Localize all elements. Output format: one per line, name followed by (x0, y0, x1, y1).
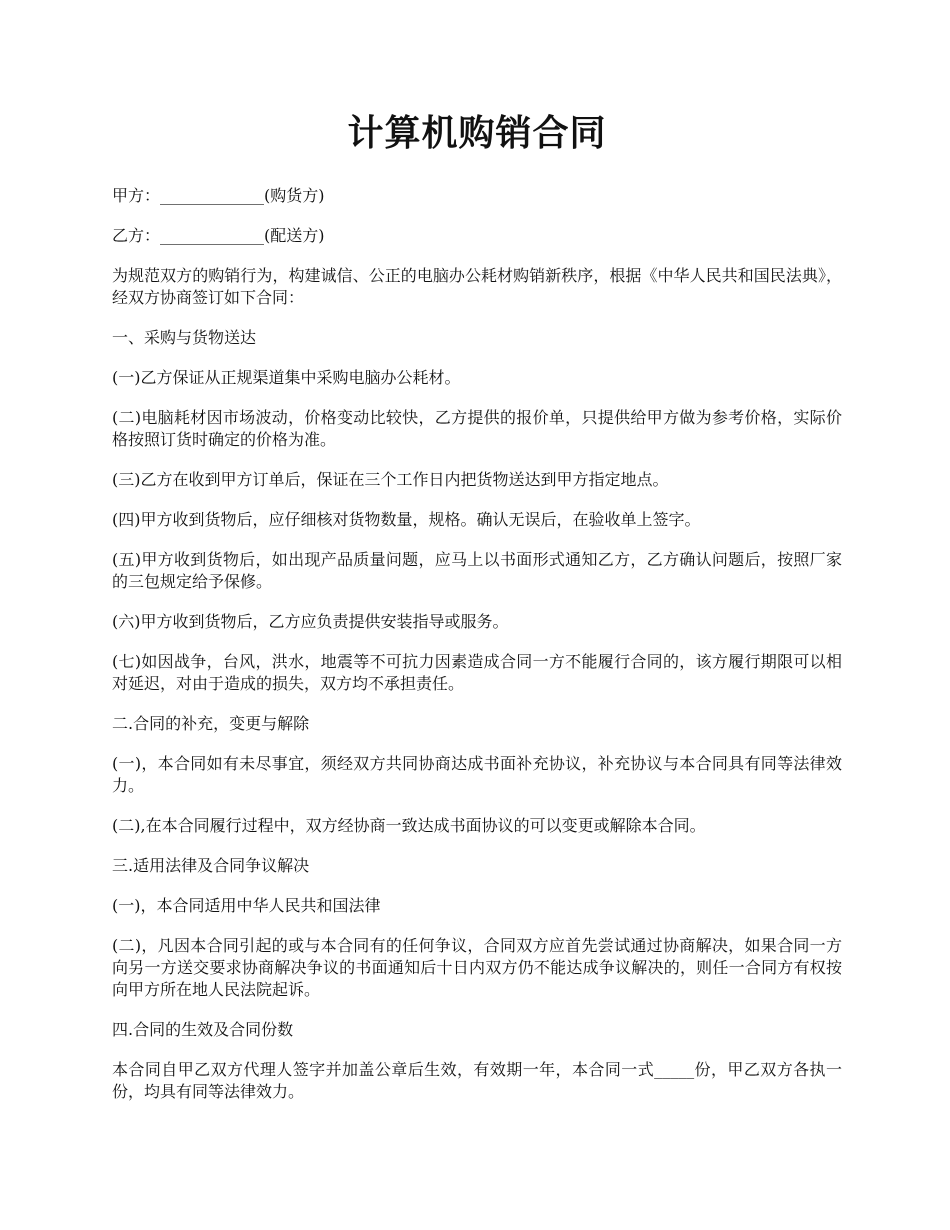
section-heading-1: 一、采购与货物送达 (112, 328, 257, 348)
clause-paragraph: (一)，本合同适用中华人民共和国法律 (112, 896, 381, 916)
clause-paragraph: (五)甲方收到货物后，如出现产品质量问题，应马上以书面形式通知乙方，乙方确认问题后，按照厂家的三包规定给予保修。 (112, 550, 842, 592)
document-title: 计算机购销合同 (347, 112, 607, 154)
preamble-paragraph: 为规范双方的购销行为，构建诚信、公正的电脑办公耗材购销新秩序，根据《中华人民共和国民法典》，经双方协商签订如下合同： (112, 266, 842, 308)
clause-paragraph: (三)乙方在收到甲方订单后，保证在三个工作日内把货物送达到甲方指定地点。 (112, 470, 669, 490)
clause-paragraph: (一)，本合同如有未尽事宜，须经双方共同协商达成书面补充协议，补充协议与本合同具有同等法律效力。 (112, 754, 842, 796)
section-heading-2: 二.合同的补充，变更与解除 (112, 714, 310, 734)
section-heading-4: 四.合同的生效及合同份数 (112, 1020, 294, 1040)
clause-paragraph: (六)甲方收到货物后，乙方应负责提供安装指导或服务。 (112, 612, 509, 632)
clause-paragraph: (七)如因战争，台风，洪水，地震等不可抗力因素造成合同一方不能履行合同的，该方履行期限可以相对延迟，对由于造成的损失，双方均不承担责任。 (112, 652, 842, 694)
clause-paragraph: (二),在本合同履行过程中，双方经协商一致达成书面协议的可以变更或解除本合同。 (112, 816, 706, 836)
clause-paragraph: (二)电脑耗材因市场波动，价格变动比较快，乙方提供的报价单，只提供给甲方做为参考价格，实际价格按照订货时确定的价格为准。 (112, 408, 842, 450)
clause-paragraph: (一)乙方保证从正规渠道集中采购电脑办公耗材。 (112, 368, 461, 388)
clause-paragraph: (四)甲方收到货物后，应仔细核对货物数量，规格。确认无误后，在验收单上签字。 (112, 510, 701, 530)
clause-paragraph: (二)，凡因本合同引起的或与本合同有的任何争议，合同双方应首先尝试通过协商解决，如果合同一方向另一方送交要求协商解决争议的书面通知后十日内双方仍不能达成争议解决的，则任一合同方有权按向甲方所在地人民法院起诉。 (112, 936, 842, 1000)
clause-paragraph: 本合同自甲乙双方代理人签字并加盖公章后生效，有效期一年，本合同一式_____份，甲乙双方各执一份，均具有同等法律效力。 (112, 1060, 842, 1102)
section-heading-3: 三.适用法律及合同争议解决 (112, 856, 310, 876)
document-page (112, 112, 842, 1121)
party-a-line: 甲方：_____________(购货方) (112, 186, 325, 206)
party-b-line: 乙方：_____________(配送方) (112, 226, 325, 246)
